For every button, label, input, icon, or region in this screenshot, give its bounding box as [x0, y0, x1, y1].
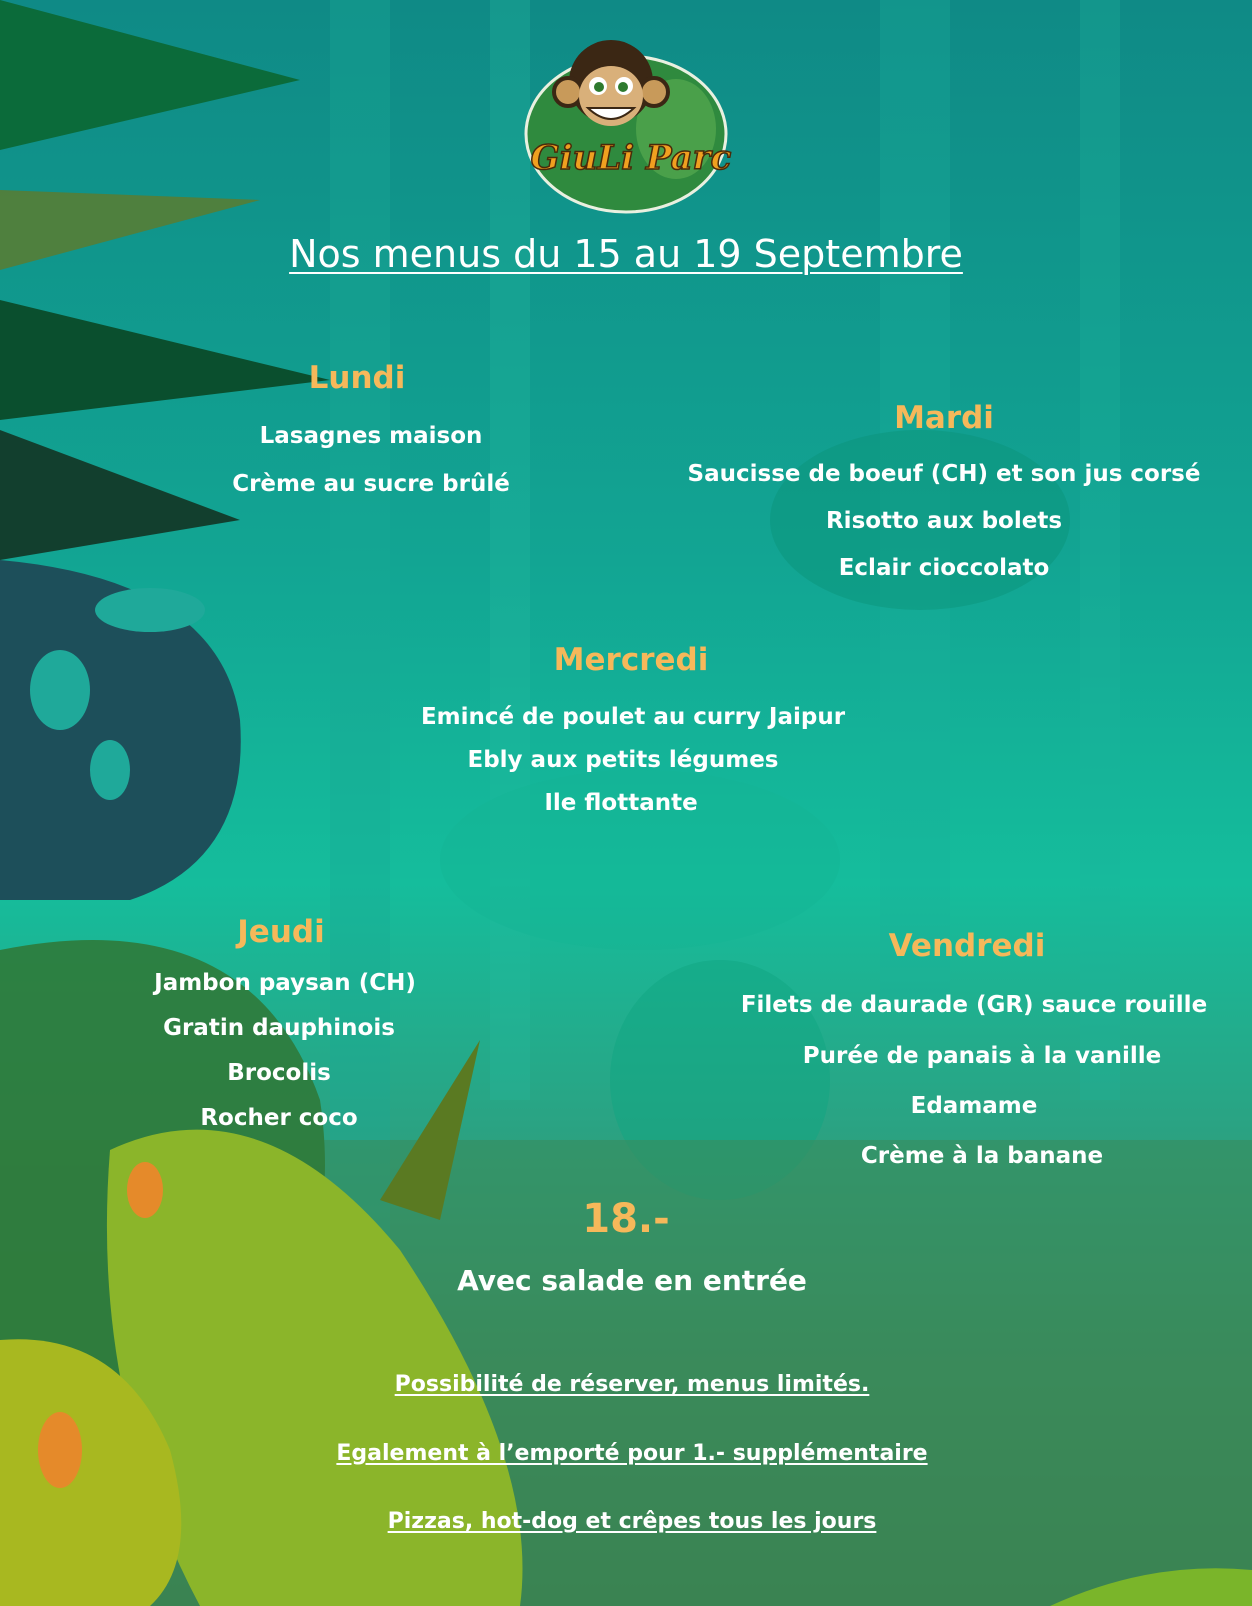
dish-item: Risotto aux bolets [825, 508, 1063, 534]
day-heading-vendredi: Vendredi [888, 928, 1046, 964]
dish-item: Gratin dauphinois [163, 1015, 395, 1041]
dish-item: Rocher coco [200, 1105, 358, 1131]
menu-price: 18.- [582, 1196, 670, 1242]
day-heading-mercredi: Mercredi [553, 642, 709, 678]
dish-item: Ile flottante [544, 790, 698, 816]
dish-item: Jambon paysan (CH) [154, 970, 416, 996]
dish-item: Edamame [910, 1093, 1038, 1119]
day-heading-lundi: Lundi [308, 360, 406, 396]
note-daily-offer: Pizzas, hot-dog et crêpes tous les jours [387, 1509, 877, 1534]
note-takeaway: Egalement à l’emporté pour 1.- supplémentaire [336, 1441, 928, 1466]
price-note: Avec salade en entrée [457, 1264, 807, 1297]
dish-item: Crème à la banane [860, 1143, 1104, 1169]
logo-text: GiuLi Parc [530, 138, 732, 178]
dish-item: Ebly aux petits légumes [467, 747, 779, 773]
dish-item: Emincé de poulet au curry Jaipur [420, 704, 846, 730]
day-heading-mardi: Mardi [894, 400, 994, 436]
dish-item: Lasagnes maison [259, 423, 483, 449]
day-heading-jeudi: Jeudi [237, 914, 325, 950]
dish-item: Filets de daurade (GR) sauce rouille [740, 992, 1208, 1018]
dish-item: Eclair cioccolato [838, 555, 1050, 581]
logo [516, 34, 746, 220]
note-reservation: Possibilité de réserver, menus limités. [394, 1372, 870, 1397]
dish-item: Purée de panais à la vanille [802, 1043, 1162, 1069]
page-title: Nos menus du 15 au 19 Septembre [289, 232, 963, 276]
monkey-logo-icon [516, 34, 746, 220]
dish-item: Crème au sucre brûlé [232, 471, 510, 497]
dish-item: Brocolis [227, 1060, 331, 1086]
dish-item: Saucisse de boeuf (CH) et son jus corsé [687, 461, 1201, 487]
